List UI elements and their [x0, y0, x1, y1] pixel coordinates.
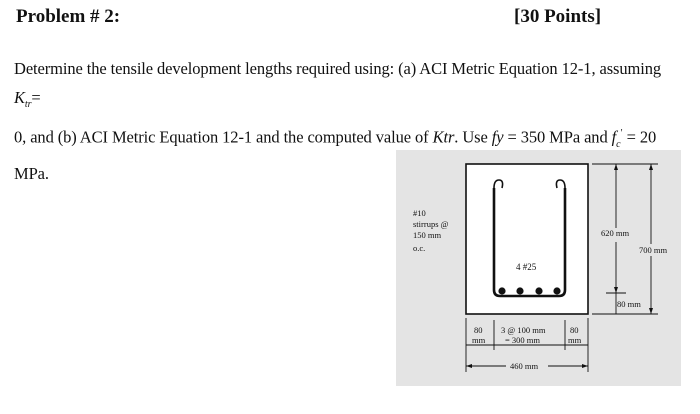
beam-outline [466, 164, 588, 314]
bottom-right-80-unit: mm [568, 335, 582, 345]
rebar-3 [535, 287, 542, 294]
stirrup-label-line-2: stirrups @ [413, 219, 449, 229]
ktr-word: Ktr [432, 127, 455, 147]
beam-section-drawing [396, 150, 681, 386]
ktr-subscript: tr [24, 99, 32, 111]
fc-symbol: f [611, 127, 617, 147]
rebar-2 [516, 287, 523, 294]
equals-sign: = [31, 88, 41, 107]
bottom-right-80-label [568, 325, 582, 345]
dim-700-label: 700 mm [639, 245, 668, 255]
statement-text-4: = 350 MPa and [503, 127, 612, 147]
vertical-dimension-lines [592, 164, 658, 314]
stirrup-label-line-1: #10 [413, 208, 426, 218]
points-label: [30 Points] [514, 6, 602, 27]
beam-section-figure [396, 150, 681, 386]
bottom-middle-line-2: = 300 mm [505, 335, 541, 345]
dim-80-right-label: 80 mm [617, 299, 641, 309]
statement-text-5: = 20 MPa. [14, 127, 657, 184]
bottom-middle-line-1: 3 @ 100 mm [501, 325, 546, 335]
dim-620-label: 620 mm [601, 228, 630, 238]
stirrup-label-line-4: o.c. [413, 243, 426, 253]
statement-text-2: 0, and (b) ACI Metric Equation 12-1 and the computed value of [14, 127, 433, 147]
statement-text-3: . Use [454, 127, 492, 147]
ktr-symbol: K [14, 88, 25, 107]
fc-subscript: c [616, 139, 621, 151]
fc-prime: ′ [620, 128, 623, 140]
dim-460-label: 460 mm [510, 361, 539, 371]
bottom-left-80-unit: mm [472, 335, 486, 345]
fy-symbol: fy [491, 127, 504, 147]
problem-title: Problem # 2: [16, 6, 121, 27]
bottom-left-80-label [472, 325, 486, 345]
rebar-1 [498, 287, 505, 294]
bars-label: 4 #25 [516, 262, 537, 272]
stirrup-label [413, 208, 451, 253]
statement-text-1: Determine the tensile development lengths required using: (a) ACI Metric Equation 12-1, assuming [14, 59, 662, 78]
bottom-left-80-value: 80 [474, 325, 483, 335]
vertical-dimension-arrows [614, 164, 653, 314]
bottom-right-80-value: 80 [570, 325, 579, 335]
bottom-middle-label [501, 325, 548, 345]
rebar-4 [553, 287, 560, 294]
stirrup-label-line-3: 150 mm [413, 230, 442, 240]
